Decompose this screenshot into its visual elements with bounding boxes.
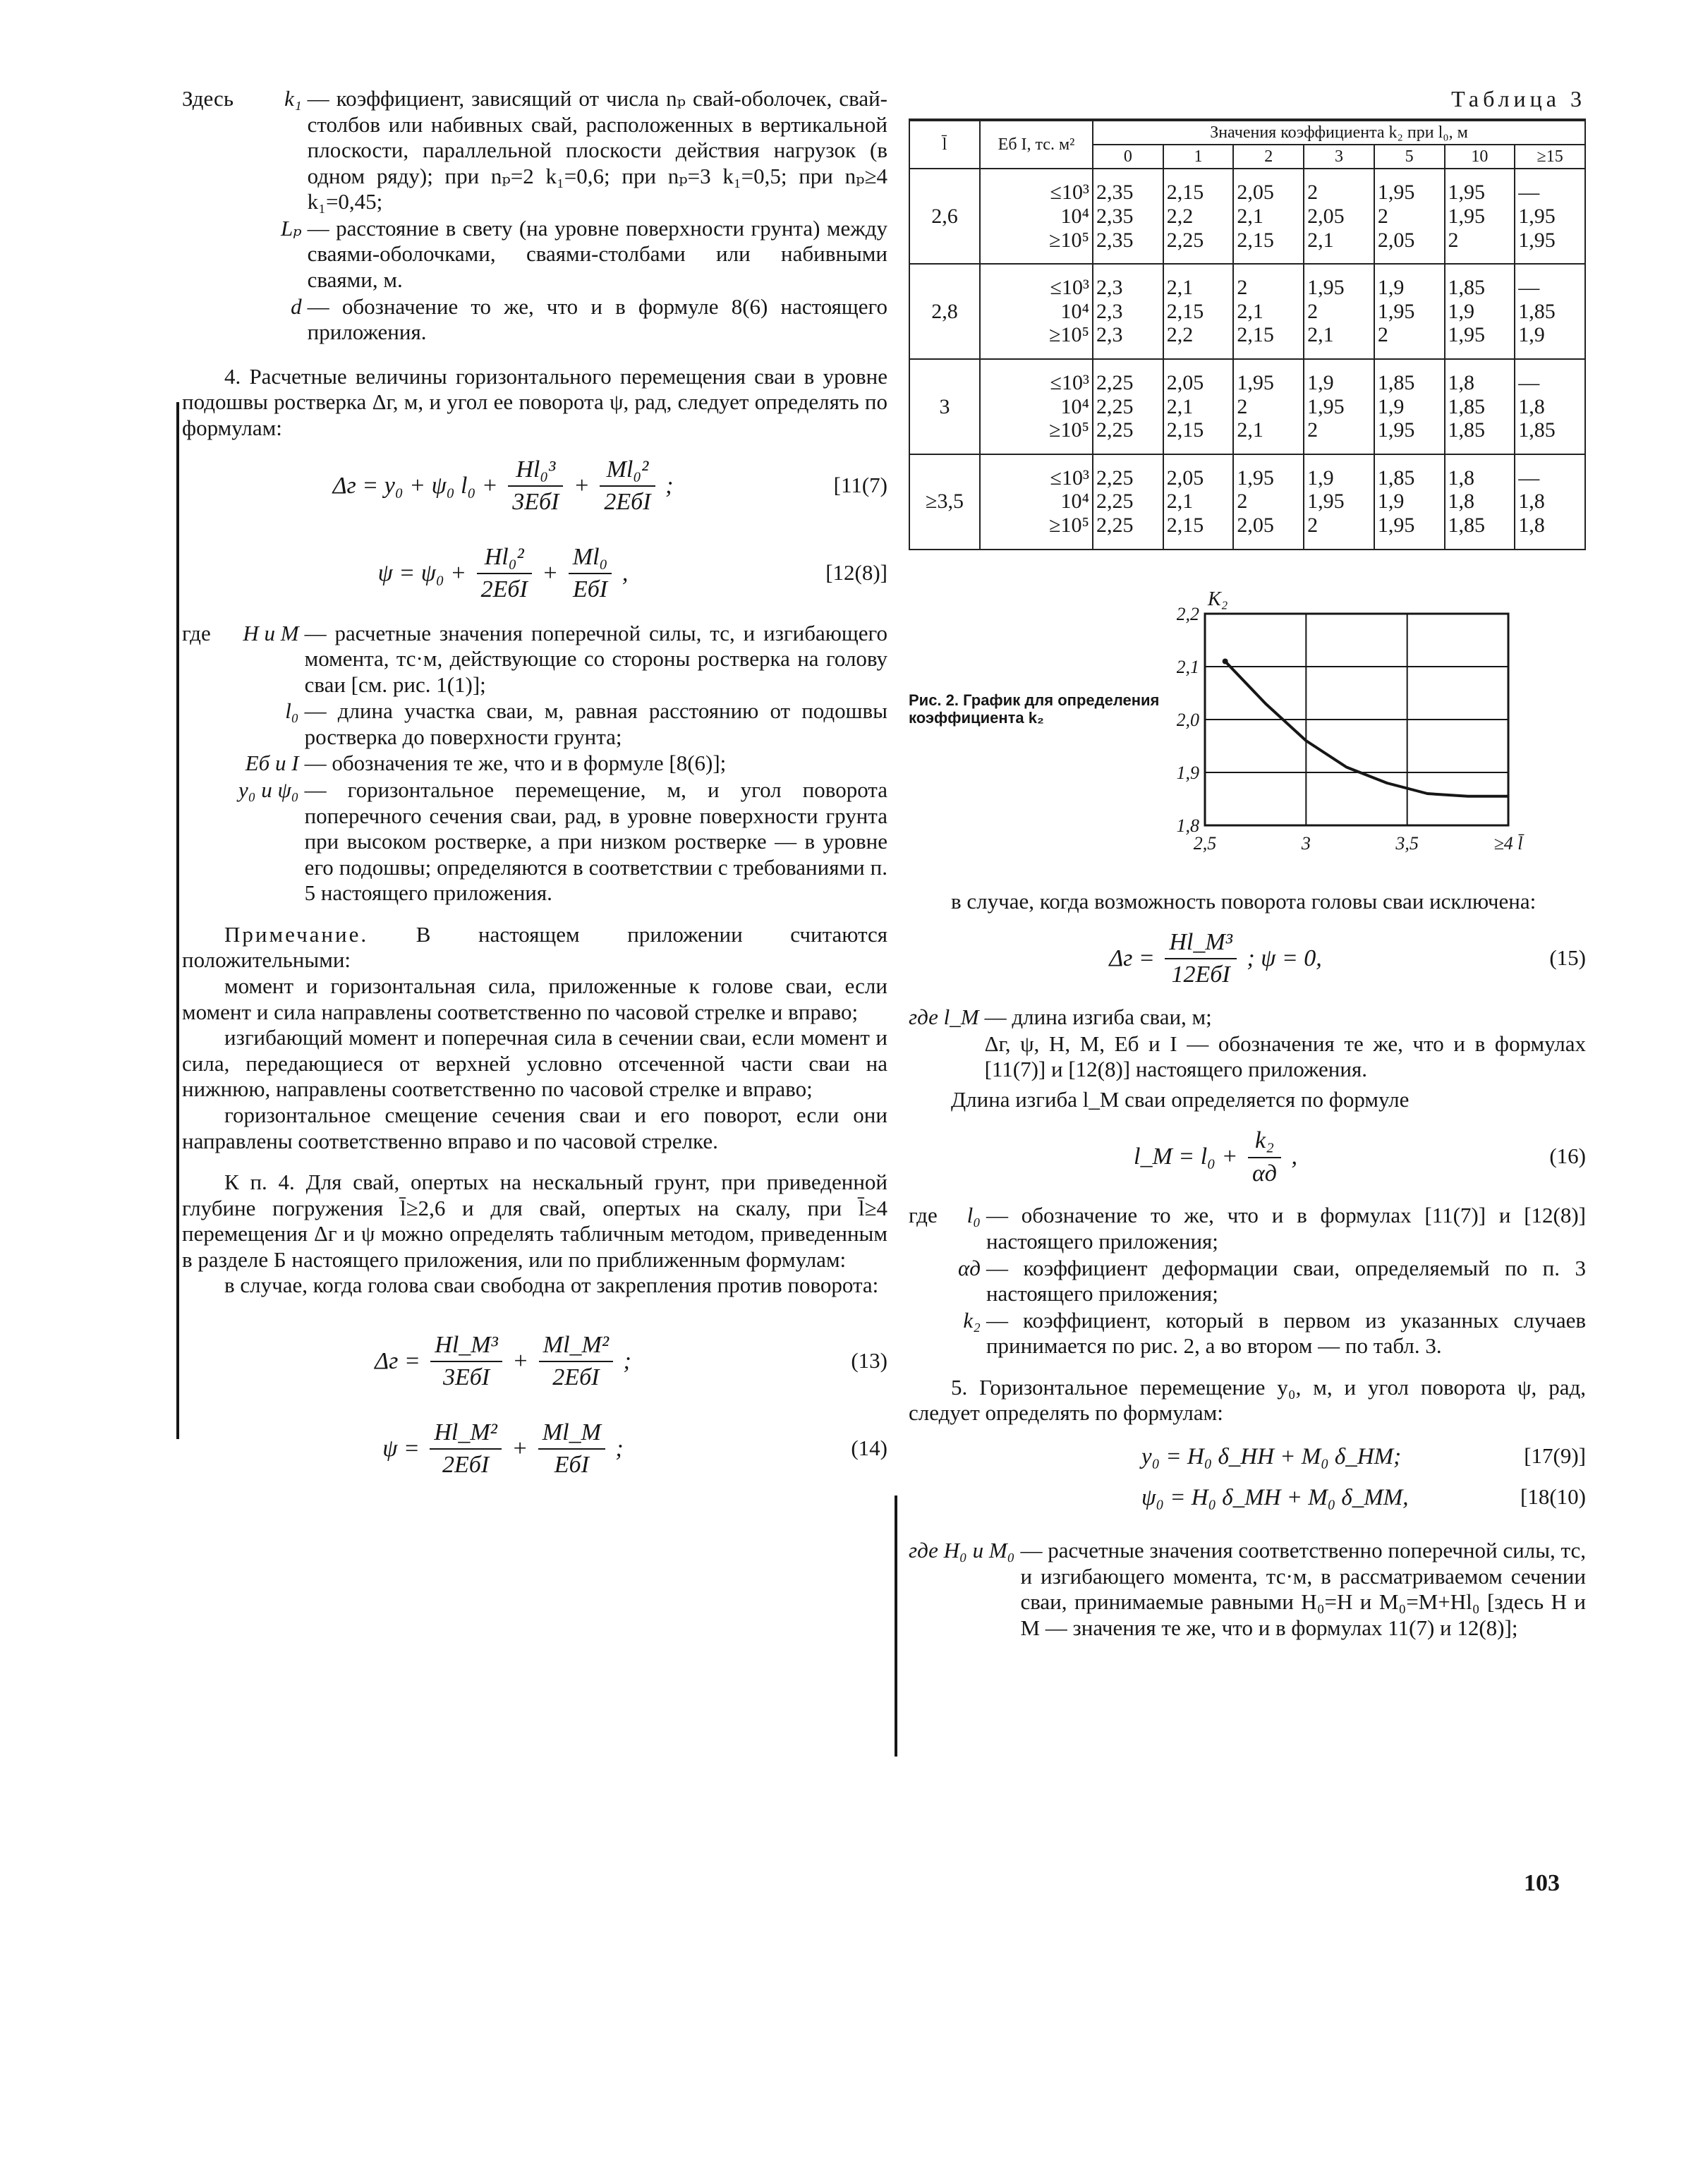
note-label: Примечание. [224,921,369,947]
intro-block [182,86,887,346]
l0-header-cell: 0 [1093,145,1163,169]
table-k2 [909,119,1586,550]
lm-text: Длина изгиба l_M сваи определяется по формуле [951,1086,1410,1112]
cell-k2: 2 2,05 2,1 [1304,169,1374,264]
figure-caption: Рис. 2. График для определения коэффициента k₂ [909,691,1160,727]
curve-point [1223,658,1228,664]
formula-18-number: [18(10) [1520,1484,1586,1510]
definition-desc: — обозначения те же, что и в формуле [8(6)]; [304,751,727,776]
formula-12-plus: + [542,559,559,586]
cell-k2: 2,05 2,1 2,15 [1163,454,1234,550]
formula-18 [909,1480,1586,1524]
x-tick-label: 3,5 [1395,832,1419,854]
x-tick-label: 3 [1301,832,1311,854]
definitions-h0-m0 [909,1538,1586,1641]
formula-11-lhs: Δг = y₀ + ψ₀ l₀ + [332,472,498,499]
right-column [909,86,1586,1641]
cell-k2: 1,95 2 2,05 [1233,454,1304,550]
definition-term: d [291,293,302,319]
col-header-group: Значения коэффициента k₂ при l₀, м [1093,120,1585,145]
where-word-1: где [182,620,211,645]
note-item: момент и горизонтальная сила, приложенные к голове сваи, если момент и сила направлены соответственно по часовой стрелке и вправо; [182,973,887,1024]
definition-desc: — расчетные значения поперечной силы, тс, и изгибающего момента, тс·м, действующие со стороны ростверка на голову сваи [см. рис. 1(1)]; [304,620,887,697]
y-tick-label: 2,0 [1177,709,1199,730]
x-tick-label: ≥4 l̄ [1493,832,1523,854]
table-row [909,359,1585,454]
x-tick-label: 2,5 [1193,832,1217,854]
definition-desc: — горизонтальное перемещение, м, и угол поворота поперечного сечения сваи, рад, в уровне поверхности грунта при высоком ростверке, а при низком ростверке — в уровне его подошвы; определяются в соответствии с требованиями п. 5 настоящего приложения. [304,777,887,906]
formula-13 [182,1320,887,1405]
formula-17 [909,1436,1586,1480]
cell-k2: 1,9 1,95 2 [1304,454,1374,550]
formula-16-lhs: l_M = l₀ + [1134,1143,1238,1170]
formula-11-frac2: $\frac{\text{Ml₀²}}{\text{2EбI}}$ [600,456,655,516]
cell-k2: — 1,95 1,95 [1515,169,1585,264]
cell-k2: 2,25 2,25 2,25 [1093,359,1163,454]
formula-15 [909,917,1586,1002]
formula-14-frac2: $\frac{Ml\_M}{\text{EбI}}$ [538,1419,605,1479]
cell-k2: 2,15 2,2 2,25 [1163,169,1234,264]
note-block [182,922,887,1154]
cell-l: 2,8 [909,264,980,359]
table-body [909,169,1585,549]
formula-14-lhs: ψ = [382,1436,420,1462]
cell-l: 3 [909,359,980,454]
definition-desc: — коэффициент, зависящий от числа nₚ свай-оболочек, свай-столбов или набивных свай, расположенных в вертикальной плоскости, параллельной плоскости действия нагрузок (в одном ряду); при nₚ=2 k₁=0,6; при nₚ=3 k₁=0,5; при nₚ≥4 k₁=0,45; [307,86,887,214]
note-intro: В настоящем приложении считаются положительными: [182,921,887,973]
formula-16-end: , [1291,1143,1297,1170]
definition-desc: — коэффициент деформации сваи, определяемый по п. 3 настоящего приложения; [986,1255,1586,1306]
l0-header-cell: 1 [1163,145,1234,169]
formula-15-lhs: Δг = [1109,945,1155,972]
l0-header-cell: 10 [1445,145,1515,169]
definition-term: αд [958,1255,981,1280]
l0-header-cell: 2 [1233,145,1304,169]
cell-k2: 2,3 2,3 2,3 [1093,264,1163,359]
cell-k2: 2,1 2,15 2,2 [1163,264,1234,359]
change-bar-left [176,402,179,1439]
cell-k2: 1,9 1,95 2 [1304,359,1374,454]
formula-12-number: [12(8)] [825,559,887,585]
y-tick-label: 2,1 [1177,656,1199,677]
y-tick-label: 1,8 [1177,815,1199,836]
y-axis-label: K₂ [1208,588,1228,610]
k2-chart [1177,571,1572,868]
intro-word: Здесь [182,86,234,111]
definitions-h-m [238,621,887,906]
definition-desc: — коэффициент, который в первом из указанных случаев принимается по рис. 2, а во втором — по табл. 3. [986,1307,1586,1359]
cell-k2: 2 2,1 2,15 [1233,264,1304,359]
cell-ei: ≤10³ 10⁴ ≥10⁵ [980,359,1093,454]
definition-desc: — обозначение то же, что и в формуле 8(6) настоящего приложения. [307,293,887,345]
formula-13-plus: + [512,1348,529,1375]
definitions-lm [909,1005,1586,1083]
formula-11-end: ; [665,472,674,499]
cell-k2: 1,95 1,95 2 [1445,169,1515,264]
definition-term: k₂ [963,1307,981,1333]
col-header-ei: Eб I, тс. м² [980,120,1093,169]
definition-desc: — длина изгиба сваи, м; [984,1005,1212,1030]
paragraph-kp4: К п. 4. Для свай, опертых на нескальный грунт, при приведенной глубине погружения l̄≥2,6 и для свай, опертых на скалу, при l̄≥4 перемещения Δг и ψ можно определять табличным методом, приведенным в разделе Б настоящего приложения, или по приближенным формулам: [182,1170,887,1272]
formula-13-frac2: $\frac{\text{Ml\_M²}}{\text{2EбI}}$ [539,1331,613,1392]
cell-k2: 1,85 1,9 1,95 [1374,454,1445,550]
where-block-2 [909,1203,1586,1359]
l0-header-cell: ≥15 [1515,145,1585,169]
cell-ei: ≤10³ 10⁴ ≥10⁵ [980,169,1093,264]
y-tick-label: 2,2 [1177,603,1199,624]
cell-k2: 2,35 2,35 2,35 [1093,169,1163,264]
definition-desc: — длина участка сваи, м, равная расстоянию от подошвы ростверка до поверхности грунта; [304,698,887,749]
definition-term: H и M [243,620,299,645]
formula-11-plus: + [573,472,590,499]
k2-curve [1225,661,1508,796]
formula-12-end: , [622,559,629,586]
l0-header-cell: 3 [1304,145,1374,169]
formula-12-frac1: $\frac{\text{Hl₀²}}{\text{2EбI}}$ [477,543,532,604]
cell-ei: ≤10³ 10⁴ ≥10⁵ [980,264,1093,359]
formula-16 [909,1115,1586,1200]
formula-14 [182,1407,887,1492]
definition-term [909,1031,979,1083]
paragraph-5: 5. Горизонтальное перемещение y₀, м, и угол поворота ψ, рад, следует определять по формулам: [909,1374,1586,1426]
cell-k2: 2,05 2,1 2,15 [1163,359,1234,454]
formula-12 [182,532,887,617]
formula-14-end: ; [615,1436,624,1462]
definition-term: Eб и I [245,751,299,776]
definition-term: l₀ [285,698,299,724]
note-items [182,973,887,1154]
definition-term: Lₚ [281,215,302,241]
formula-11 [182,444,887,529]
cell-l: ≥3,5 [909,454,980,550]
formula-14-plus: + [511,1436,528,1462]
cell-k2: — 1,8 1,8 [1515,454,1585,550]
cell-ei: ≤10³ 10⁴ ≥10⁵ [980,454,1093,550]
cell-k2: 1,95 2 2,05 [1374,169,1445,264]
definition-term: l₀ [966,1203,981,1228]
formula-14-number: (14) [851,1435,887,1460]
formula-18-text: ψ₀ = H₀ δ_MH + M₀ δ_MM, [1141,1485,1409,1511]
case-1-text: в случае, когда голова сваи свободна от закрепления против поворота: [224,1273,879,1298]
formula-13-number: (13) [851,1347,887,1373]
table-row [909,169,1585,264]
y-tick-label: 1,9 [1177,762,1199,783]
l0-header-cell: 5 [1374,145,1445,169]
formula-16-number: (16) [1549,1143,1586,1169]
definition-term: где H₀ и M₀ [909,1538,1015,1563]
paragraph-4: 4. Расчетные величины горизонтального перемещения сваи в уровне подошвы ростверка Δг, м, и угол ее поворота ψ, рад, следует определять по формулам: [182,363,887,440]
cell-k2: 2,25 2,25 2,25 [1093,454,1163,550]
col-header-l: l̄ [909,120,980,169]
definition-term: k₁ [284,86,302,111]
formula-15-rest: ; ψ = 0, [1247,945,1322,972]
formula-13-lhs: Δг = [375,1348,420,1375]
formula-11-number: [11(7) [833,472,887,497]
formula-15-frac1: $\frac{\text{Hl\_M³}}{\text{12EбI}}$ [1165,928,1237,989]
definition-desc: — расстояние в свету (на уровне поверхности грунта) между сваями-оболочками, сваями-столбами или набивными сваями, м. [307,215,887,293]
table-row [909,454,1585,550]
where-block-1 [182,621,887,906]
cell-k2: 1,9 1,95 2 [1374,264,1445,359]
change-bar-right [895,1496,897,1757]
note-item: изгибающий момент и поперечная сила в сечении сваи, если момент и сила, передающиеся от верхней условно отсеченной части сваи на нижнюю, направлены соответственно по часовой стрелке и вправо; [182,1025,887,1102]
cell-k2: 1,85 1,9 1,95 [1374,359,1445,454]
cell-k2: 2,05 2,1 2,15 [1233,169,1304,264]
definition-term: y₀ и ψ₀ [238,777,299,802]
cell-k2: — 1,85 1,9 [1515,264,1585,359]
definition-desc: — обозначение то же, что и в формулах [11(7)] и [12(8)] настоящего приложения; [986,1203,1586,1254]
formula-12-frac2: $\frac{\text{Ml₀}}{\text{EбI}}$ [569,543,612,604]
cell-l: 2,6 [909,169,980,264]
cell-k2: — 1,8 1,85 [1515,359,1585,454]
formula-15-number: (15) [1549,945,1586,971]
definition-desc: Δг, ψ, H, M, Eб и I — обозначения те же, что и в формулах [11(7)] и [12(8)] настоящего приложения. [984,1031,1586,1082]
where-word-2: где [909,1203,938,1228]
formula-14-frac1: $\frac{\text{Hl\_M²}}{\text{2EбI}}$ [430,1419,502,1479]
formula-16-frac1: $\frac{\text{k₂}}{\alpha д}$ [1248,1127,1281,1187]
formula-11-frac1: $\frac{\text{Hl₀³}}{\text{3EбI}}$ [508,456,563,516]
definition-term: где l_M [909,1005,979,1030]
formula-17-text: y₀ = H₀ δ_HH + M₀ δ_HM; [1141,1444,1402,1470]
figure-2 [909,571,1586,875]
table-title: Таблица 3 [1451,86,1586,111]
cell-k2: 1,8 1,85 1,85 [1445,359,1515,454]
cell-k2: 1,95 2 2,1 [1304,264,1374,359]
cell-k2: 1,95 2 2,1 [1233,359,1304,454]
note-item: горизонтальное смещение сечения сваи и его поворот, если они направлены соответственно вправо и по часовой стрелке. [182,1102,887,1153]
left-column [182,86,887,1495]
formula-12-lhs: ψ = ψ₀ + [377,559,467,586]
cell-k2: 1,8 1,8 1,85 [1445,454,1515,550]
formula-13-frac1: $\frac{\text{Hl\_M³}}{\text{3EбI}}$ [430,1331,502,1392]
page-number: 103 [1524,1870,1560,1896]
formula-13-end: ; [623,1348,631,1375]
definitions-k1 [281,86,887,346]
definition-desc: — расчетные значения соответственно поперечной силы, тс, и изгибающего момента, тс·м, в рассматриваемом сечении сваи, принимаемые равными H₀=H и M₀=M+Hl₀ [здесь H и M — значения те же, что и в формулах 11(7) и 12(8)]; [1020,1538,1586,1640]
case-2-text: в случае, когда возможность поворота головы сваи исключена: [951,888,1537,914]
table-row [909,264,1585,359]
formula-17-number: [17(9)] [1524,1443,1586,1469]
cell-k2: 1,85 1,9 1,95 [1445,264,1515,359]
definitions-l0-alpha-k2 [958,1203,1586,1359]
